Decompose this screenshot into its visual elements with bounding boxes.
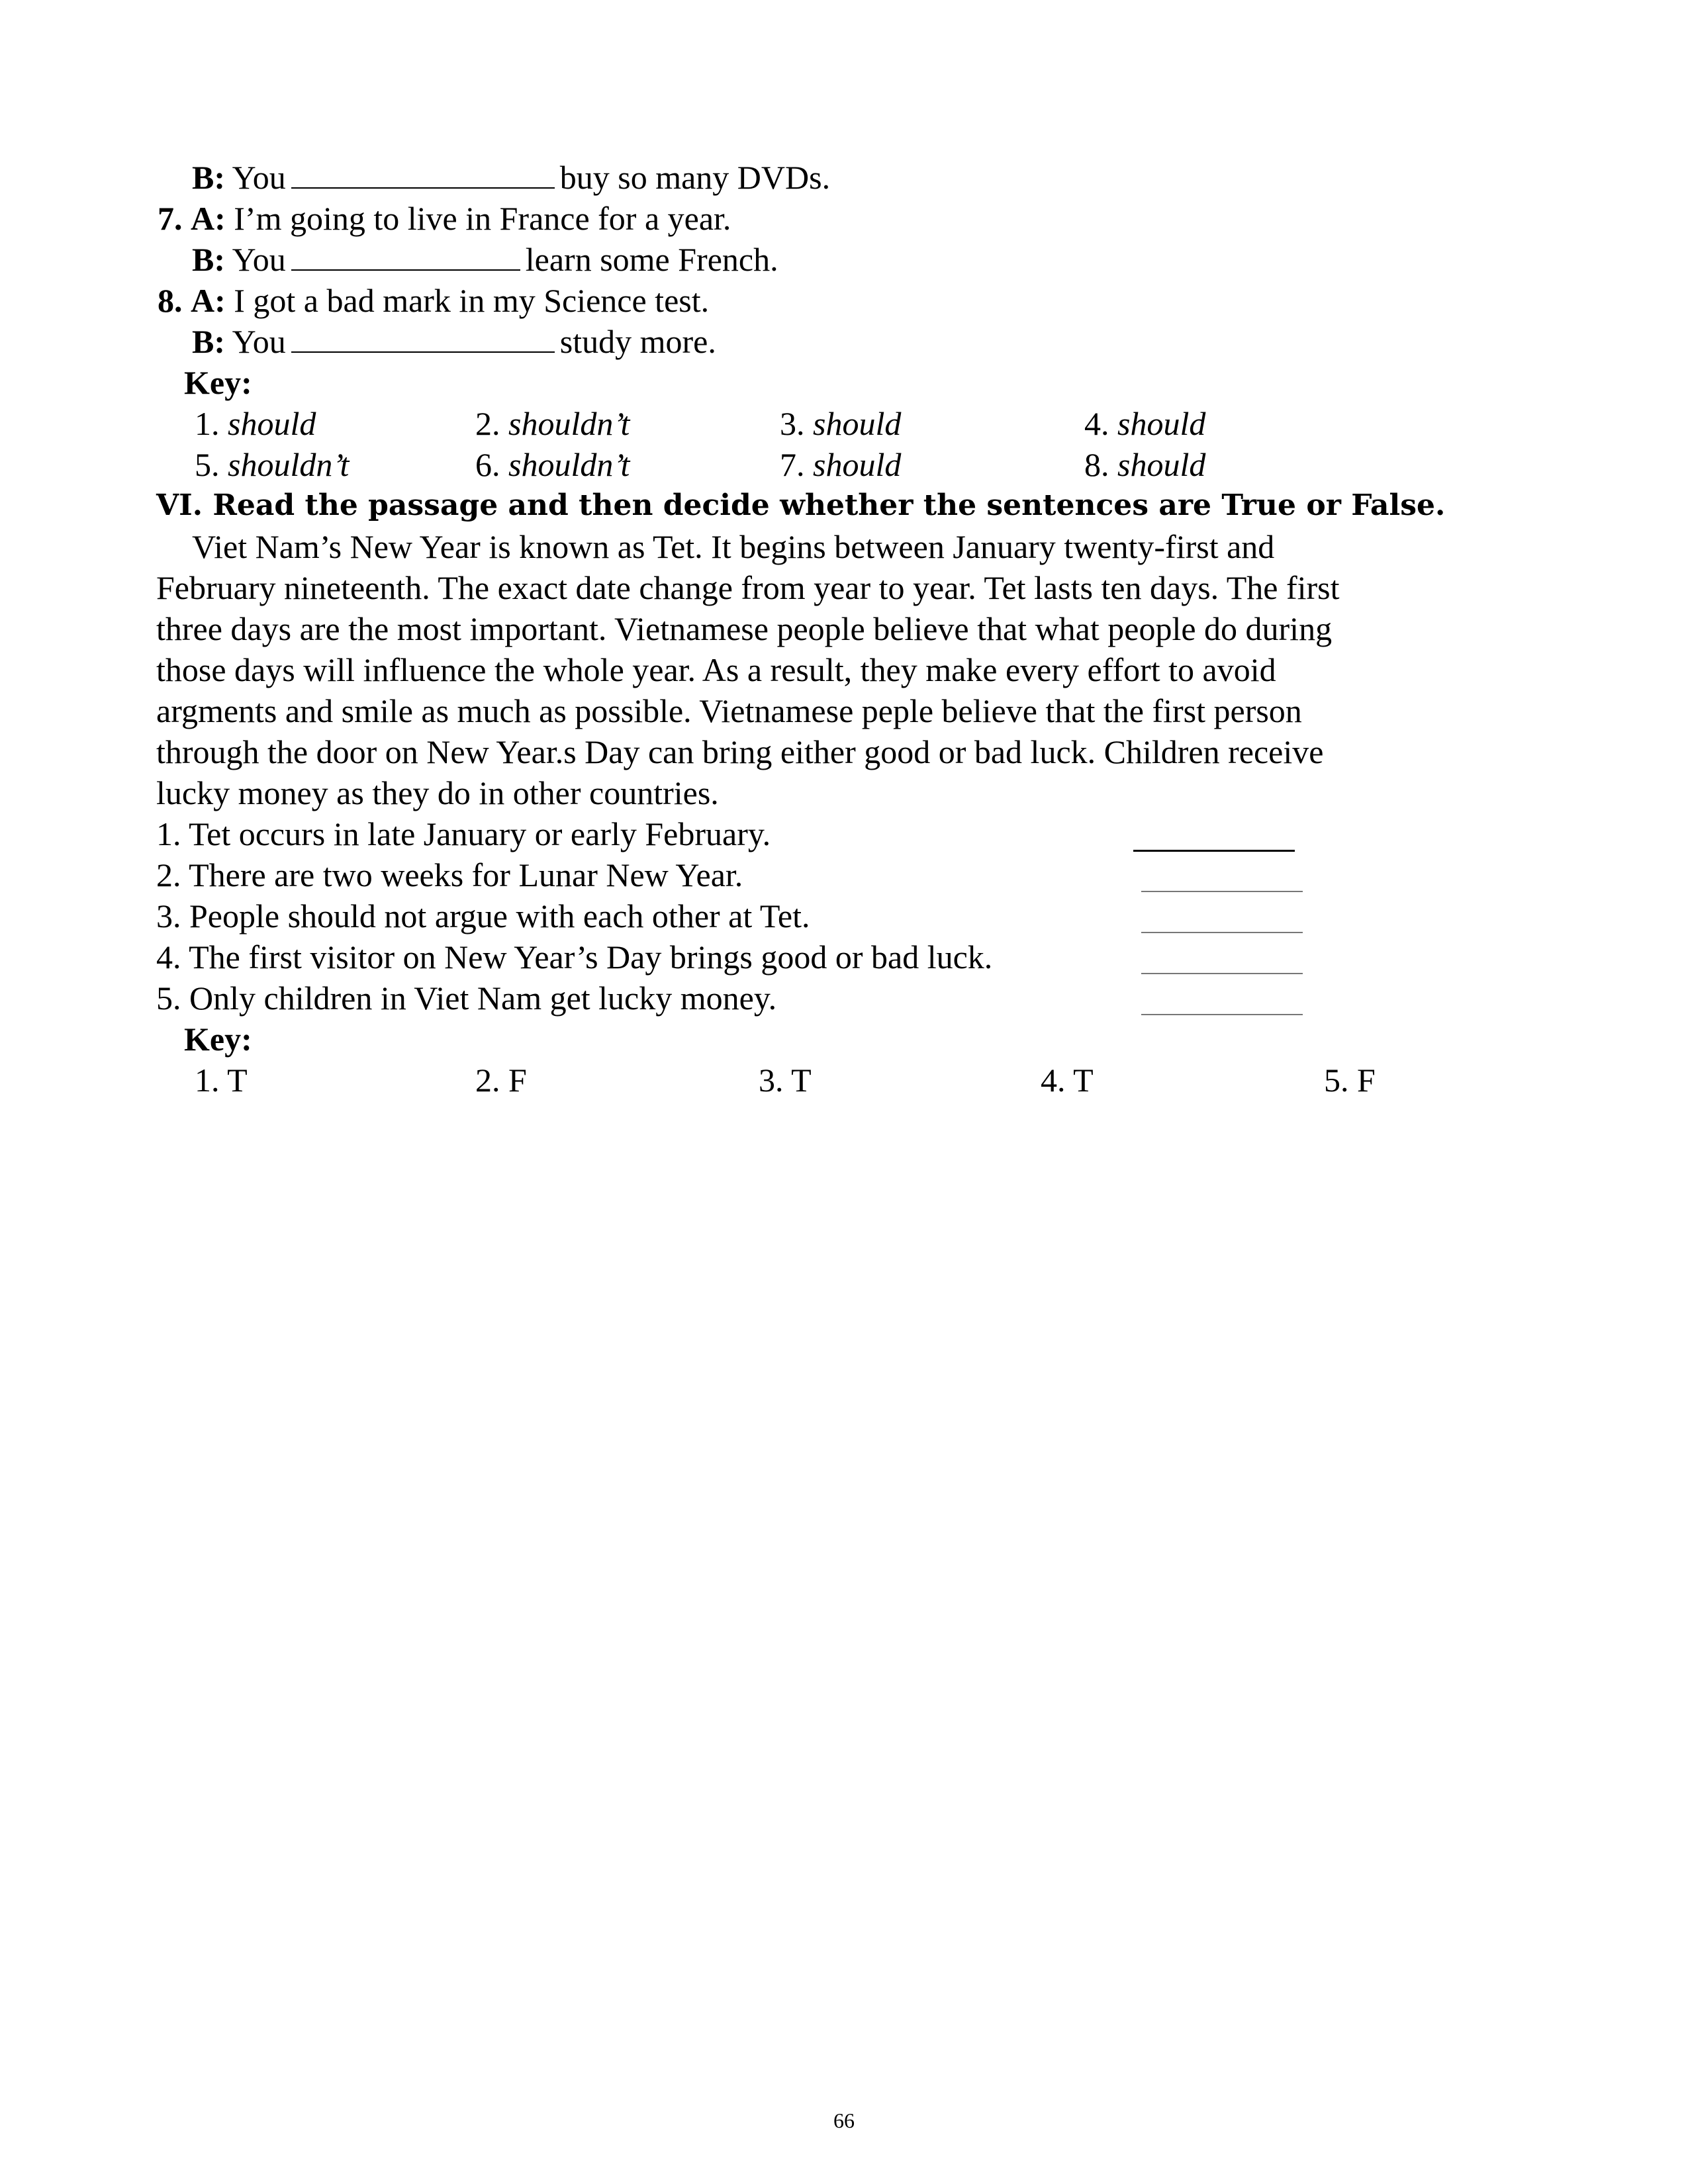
item-number: 8.: [158, 282, 183, 319]
key-item: 2. F: [475, 1062, 527, 1099]
passage-line: argments and smile as much as possible. Vietnamese peple believe that the first person: [156, 692, 1302, 729]
sentence-start: You: [232, 323, 286, 360]
key-item: 6. shouldn’t: [475, 446, 630, 483]
key-label: Key:: [184, 364, 252, 401]
answer-blank[interactable]: [1141, 973, 1303, 974]
passage-line: Viet Nam’s New Year is known as Tet. It begins between January twenty-first and: [192, 528, 1275, 565]
statement: 4. The first visitor on New Year’s Day brings good or bad luck.: [156, 938, 993, 976]
sentence-text: I got a bad mark in my Science test.: [234, 282, 710, 319]
dialogue-line-7a: [158, 199, 731, 238]
key-item: 5. F: [1324, 1062, 1376, 1099]
key-item: 4. T: [1041, 1062, 1094, 1099]
item-number: 7.: [158, 200, 183, 237]
key-item: 8. should: [1084, 446, 1206, 483]
key-item: 1. T: [195, 1062, 248, 1099]
sentence-end: learn some French.: [525, 241, 778, 278]
key-item: 2. shouldn’t: [475, 405, 630, 442]
statement: 2. There are two weeks for Lunar New Year.: [156, 856, 743, 893]
key-item: 4. should: [1084, 405, 1206, 442]
answer-blank[interactable]: [291, 158, 555, 189]
passage-line: those days will influence the whole year. As a result, they make every effort to avoid: [156, 651, 1276, 688]
dialogue-line-6b: [192, 158, 830, 197]
speaker-label: A:: [191, 282, 226, 319]
passage-line: February nineteenth. The exact date change from year to year. Tet lasts ten days. The first: [156, 569, 1340, 606]
key-item: 3. T: [759, 1062, 812, 1099]
key-item: 7. should: [780, 446, 902, 483]
key-item: 1. should: [195, 405, 316, 442]
speaker-label: B:: [192, 241, 225, 278]
sentence-start: You: [232, 241, 286, 278]
speaker-label: A:: [191, 200, 226, 237]
sentence-end: study more.: [559, 323, 716, 360]
sentence-end: buy so many DVDs.: [559, 159, 831, 196]
passage-line: lucky money as they do in other countries.: [156, 774, 719, 811]
passage-line: three days are the most important. Vietnamese people believe that what people do during: [156, 610, 1333, 647]
key-item: 5. shouldn’t: [195, 446, 350, 483]
dialogue-line-8b: [192, 322, 716, 361]
statement: 1. Tet occurs in late January or early February.: [156, 815, 771, 852]
answer-blank[interactable]: [1141, 891, 1303, 892]
answer-blank[interactable]: [1133, 850, 1295, 852]
dialogue-line-8a: [158, 281, 709, 320]
sentence-text: I’m going to live in France for a year.: [234, 200, 731, 237]
page-number: 66: [833, 2109, 855, 2132]
answer-blank[interactable]: [1141, 932, 1303, 933]
statement: 5. Only children in Viet Nam get lucky money.: [156, 979, 777, 1017]
answer-blank[interactable]: [291, 322, 555, 353]
sentence-start: You: [232, 159, 286, 196]
key-item: 3. should: [780, 405, 902, 442]
section-heading: VI. Read the passage and then decide whether the sentences are True or False.: [156, 488, 1446, 522]
speaker-label: B:: [192, 323, 225, 360]
statement: 3. People should not argue with each other at Tet.: [156, 897, 810, 934]
key-label: Key:: [184, 1021, 252, 1058]
passage-line: through the door on New Year.s Day can bring either good or bad luck. Children receive: [156, 733, 1324, 770]
answer-blank[interactable]: [1141, 1014, 1303, 1015]
answer-blank[interactable]: [291, 240, 520, 271]
speaker-label: B:: [192, 159, 225, 196]
dialogue-line-7b: [192, 240, 778, 279]
